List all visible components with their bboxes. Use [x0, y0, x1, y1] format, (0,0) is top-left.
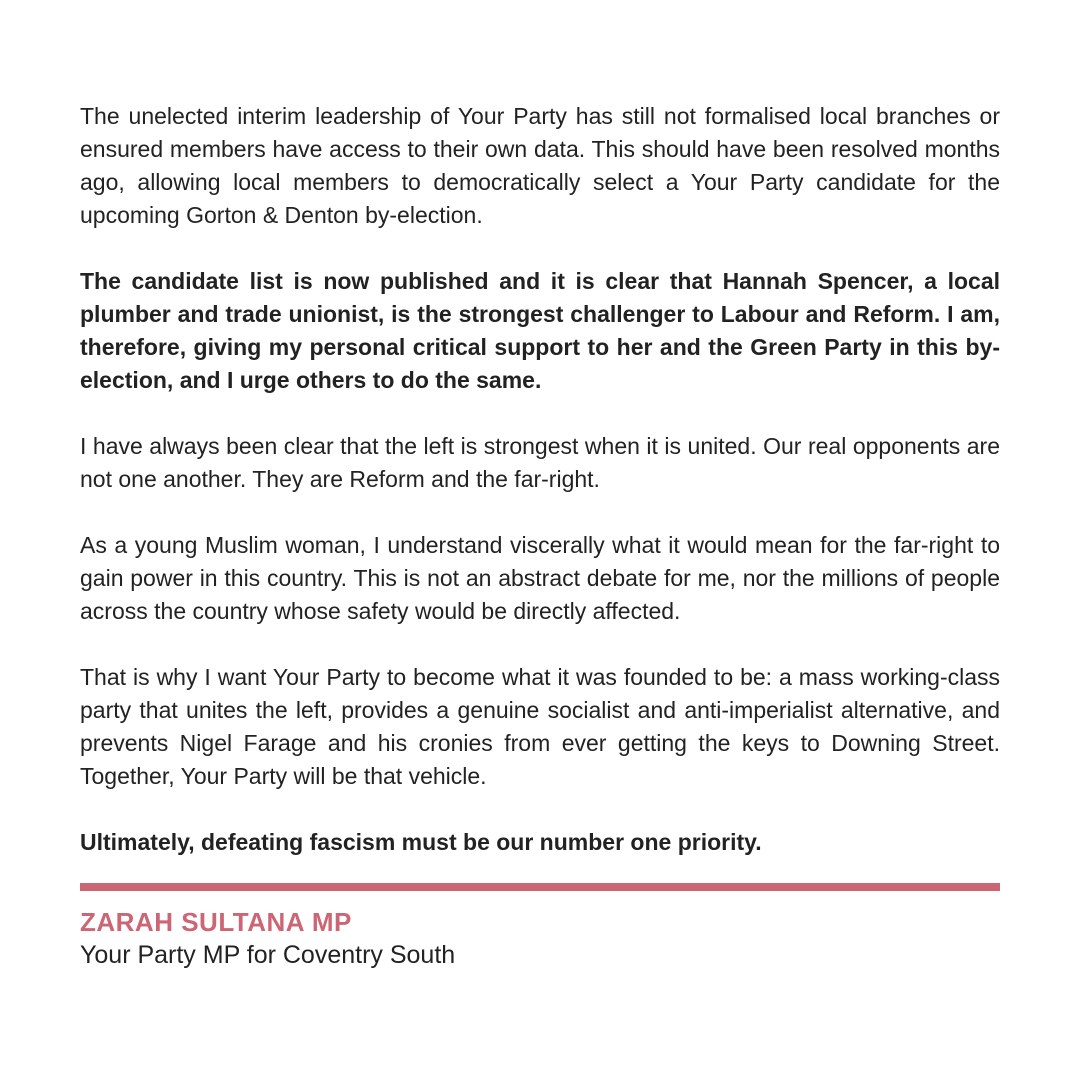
- statement-paragraph: The unelected interim leadership of Your Party has still not formalised local branches or ensured members have access to their own data. This should have been resolved months ago, allowing local members to democratically select a Your Party candidate for the upcoming Gorton & Denton by-election.: [80, 103, 1000, 228]
- statement-paragraph: That is why I want Your Party to become what it was founded to be: a mass working-class party that unites the left, provides a genuine socialist and anti-imperialist alternative, and prevents Nigel Farage and his cronies from ever getting the keys to Downing Street. Together, Your Party will be that vehicle.: [80, 664, 1000, 789]
- signature-role: Your Party MP for Coventry South: [80, 941, 456, 969]
- statement-paragraph: As a young Muslim woman, I understand viscerally what it would mean for the far-right to gain power in this country. This is not an abstract debate for me, nor the millions of people across the country whose safety would be directly affected.: [80, 532, 1000, 624]
- statement-body: [80, 100, 1000, 859]
- signature-name: ZARAH SULTANA MP: [80, 907, 352, 937]
- statement-paragraph: I have always been clear that the left is strongest when it is united. Our real opponents are not one another. They are Reform and the far-right.: [80, 433, 1000, 492]
- signature-divider: [80, 883, 1000, 891]
- statement-paragraph: The candidate list is now published and it is clear that Hannah Spencer, a local plumber and trade unionist, is the strongest challenger to Labour and Reform. I am, therefore, giving my personal critical support to her and the Green Party in this by-election, and I urge others to do the same.: [80, 268, 1000, 393]
- statement-paragraph: Ultimately, defeating fascism must be our number one priority.: [80, 829, 762, 855]
- statement-content: [80, 100, 1000, 972]
